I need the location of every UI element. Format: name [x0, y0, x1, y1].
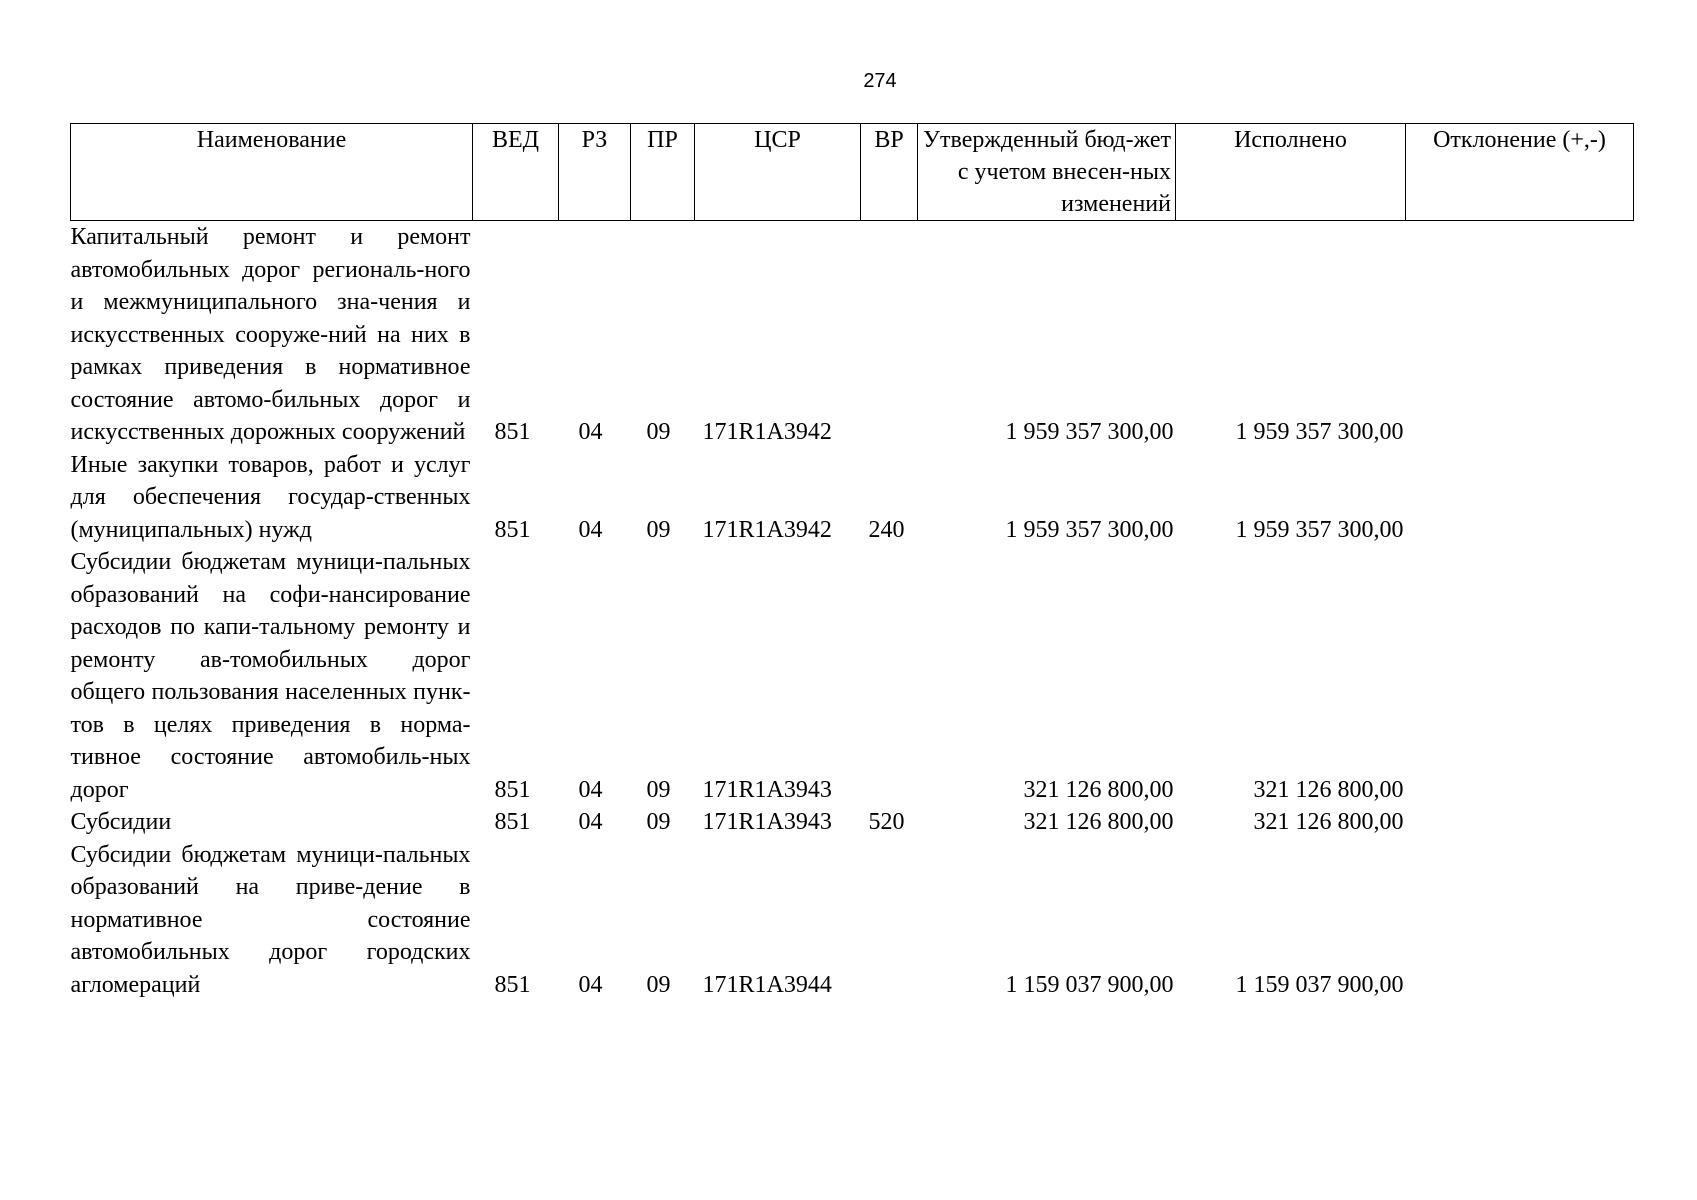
row-name: Иные закупки товаров, работ и услуг для обеспечения государ-ственных (муниципальных) нужд	[70, 451, 471, 543]
row-ved: 851	[494, 776, 531, 803]
row-executed: 321 126 800,00	[1253, 776, 1404, 803]
page-number: 274	[863, 70, 897, 92]
table-row	[71, 221, 1634, 449]
row-deviation	[1406, 806, 1634, 839]
row-csr: 171R1A3942	[702, 516, 832, 543]
row-rz: 04	[578, 419, 603, 445]
row-name: Субсидии бюджетам муници-пальных образований на приве-дение в нормативное состояние автомобильных дорог городских агломераций	[70, 841, 471, 998]
budget-table-container	[70, 123, 1633, 1001]
row-deviation	[1406, 449, 1634, 547]
row-vr: 520	[868, 809, 905, 835]
row-name: Субсидии	[70, 809, 172, 835]
row-rz: 04	[578, 516, 603, 543]
table-row	[71, 546, 1634, 806]
row-budget: 1 159 037 900,00	[1005, 971, 1174, 998]
row-rz: 04	[578, 776, 603, 803]
row-budget: 321 126 800,00	[1023, 776, 1174, 803]
row-budget: 1 959 357 300,00	[1005, 419, 1174, 445]
row-executed: 1 959 357 300,00	[1235, 419, 1404, 445]
header-csr: ЦСР	[695, 124, 861, 221]
row-vr	[861, 221, 918, 449]
row-csr: 171R1A3943	[702, 776, 832, 803]
row-rz: 04	[578, 971, 603, 998]
row-csr: 171R1A3943	[702, 809, 832, 835]
row-ved: 851	[494, 809, 531, 835]
row-budget: 321 126 800,00	[1023, 809, 1174, 835]
row-csr: 171R1A3944	[702, 971, 832, 998]
header-vr: ВР	[861, 124, 918, 221]
row-pr: 09	[646, 971, 671, 998]
header-executed: Исполнено	[1176, 124, 1406, 221]
header-name: Наименование	[71, 124, 473, 221]
header-budget: Утвержденный бюд-жет с учетом внесен-ных изменений	[918, 124, 1176, 221]
table-row	[71, 449, 1634, 547]
budget-table	[70, 123, 1634, 1001]
row-name: Субсидии бюджетам муници-пальных образований на софи-нансирование расходов по капи-тальному ремонту и ремонту ав-томобильных дорог общего пользования населенных пунк-тов в целях приведения в норма-тивное состояние автомобиль-ных дорог	[70, 549, 471, 803]
row-csr: 171R1A3942	[702, 419, 832, 445]
row-ved: 851	[494, 419, 531, 445]
table-header	[71, 124, 1634, 221]
row-vr	[861, 546, 918, 806]
row-pr: 09	[646, 419, 671, 445]
header-row	[71, 124, 1634, 221]
header-deviation: Отклонение (+,-)	[1406, 124, 1634, 221]
row-rz: 04	[578, 809, 603, 835]
row-deviation	[1406, 546, 1634, 806]
row-vr: 240	[868, 516, 905, 543]
table-row	[71, 839, 1634, 1002]
row-vr	[861, 839, 918, 1002]
row-pr: 09	[646, 776, 671, 803]
row-budget: 1 959 357 300,00	[1005, 516, 1174, 543]
row-deviation	[1406, 839, 1634, 1002]
table-body	[71, 221, 1634, 1002]
table-row	[71, 806, 1634, 839]
row-ved: 851	[494, 971, 531, 998]
row-deviation	[1406, 221, 1634, 449]
header-ved: ВЕД	[473, 124, 559, 221]
header-rz: РЗ	[559, 124, 631, 221]
row-name: Капитальный ремонт и ремонт автомобильных дорог региональ-ного и межмуниципального зна-чения и искусственных сооруже-ний на них в рамках приведения в нормативное состояние автомо-бильных дорог и искусственных дорожных сооружений	[70, 224, 471, 445]
row-pr: 09	[646, 809, 671, 835]
row-ved: 851	[494, 516, 531, 543]
row-pr: 09	[646, 516, 671, 543]
row-executed: 321 126 800,00	[1253, 809, 1404, 835]
row-executed: 1 959 357 300,00	[1235, 516, 1404, 543]
row-executed: 1 159 037 900,00	[1235, 971, 1404, 998]
header-pr: ПР	[631, 124, 695, 221]
